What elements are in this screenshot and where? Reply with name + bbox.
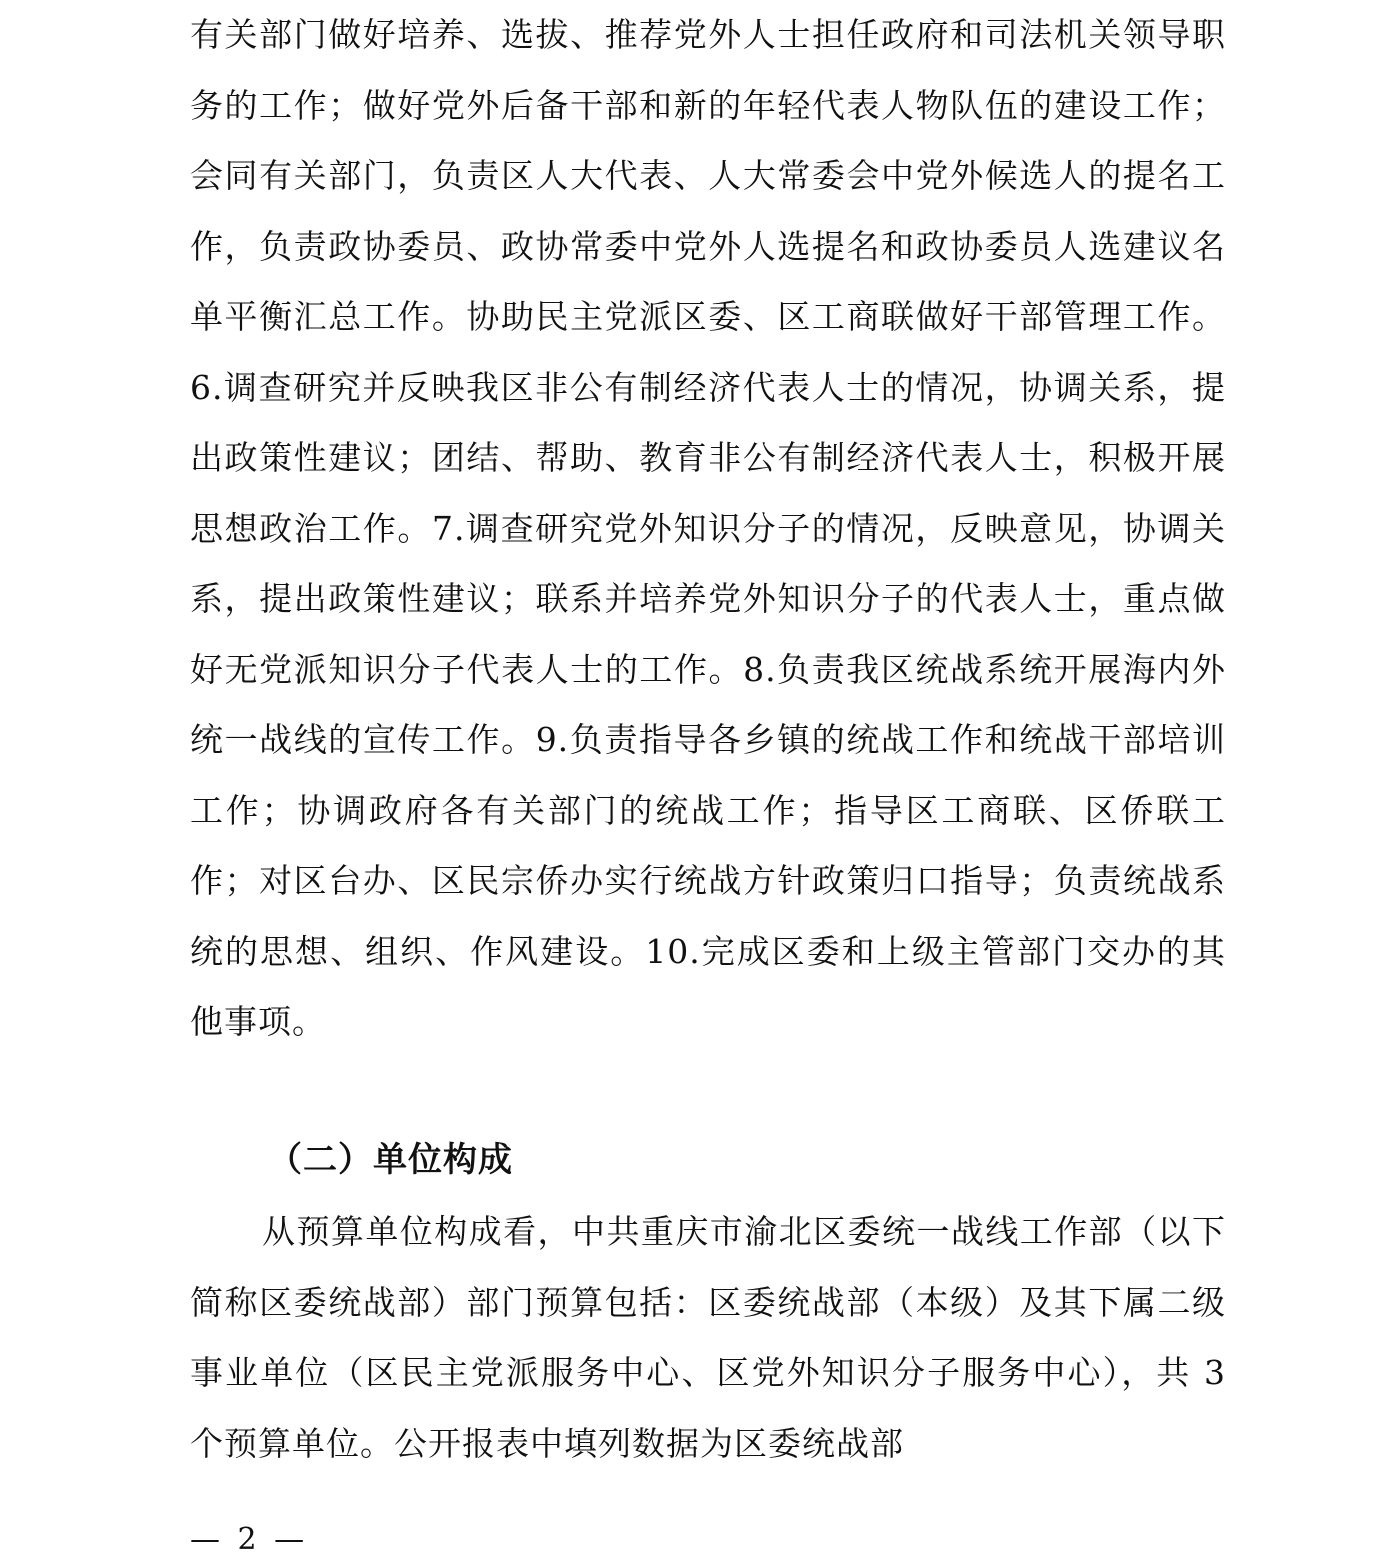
- paragraph-unit-composition: 从预算单位构成看，中共重庆市渝北区委统一战线工作部（以下简称区委统战部）部门预算包括：区委统战部（本级）及其下属二级事业单位（区民主党派服务中心、区党外知识分子服务中心），共 3 个预算单位。公开报表中填列数据为区委统战部: [190, 1212, 1226, 1463]
- section-heading-unit-composition: （二）单位构成: [268, 1140, 513, 1180]
- paragraph-responsibilities: 有关部门做好培养、选拔、推荐党外人士担任政府和司法机关领导职务的工作；做好党外后备干部和新的年轻代表人物队伍的建设工作；会同有关部门，负责区人大代表、人大常委会中党外候选人的提名工作，负责政协委员、政协常委中党外人选提名和政协委员人选建议名单平衡汇总工作。协助民主党派区委、区工商联做好干部管理工作。6.调查研究并反映我区非公有制经济代表人士的情况，协调关系，提出政策性建议；团结、帮助、教育非公有制经济代表人士，积极开展思想政治工作。7.调查研究党外知识分子的情况，反映意见，协调关系，提出政策性建议；联系并培养党外知识分子的代表人士，重点做好无党派知识分子代表人士的工作。8.负责我区统战系统开展海内外统一战线的宣传工作。9.负责指导各乡镇的统战工作和统战干部培训工作；协调政府各有关部门的统战工作；指导区工商联、区侨联工作；对区台办、区民宗侨办实行统战方针政策归口指导；负责统战系统的思想、组织、作风建设。10.完成区委和上级主管部门交办的其他事项。: [190, 15, 1226, 1041]
- page-number: — 2 —: [190, 1522, 309, 1557]
